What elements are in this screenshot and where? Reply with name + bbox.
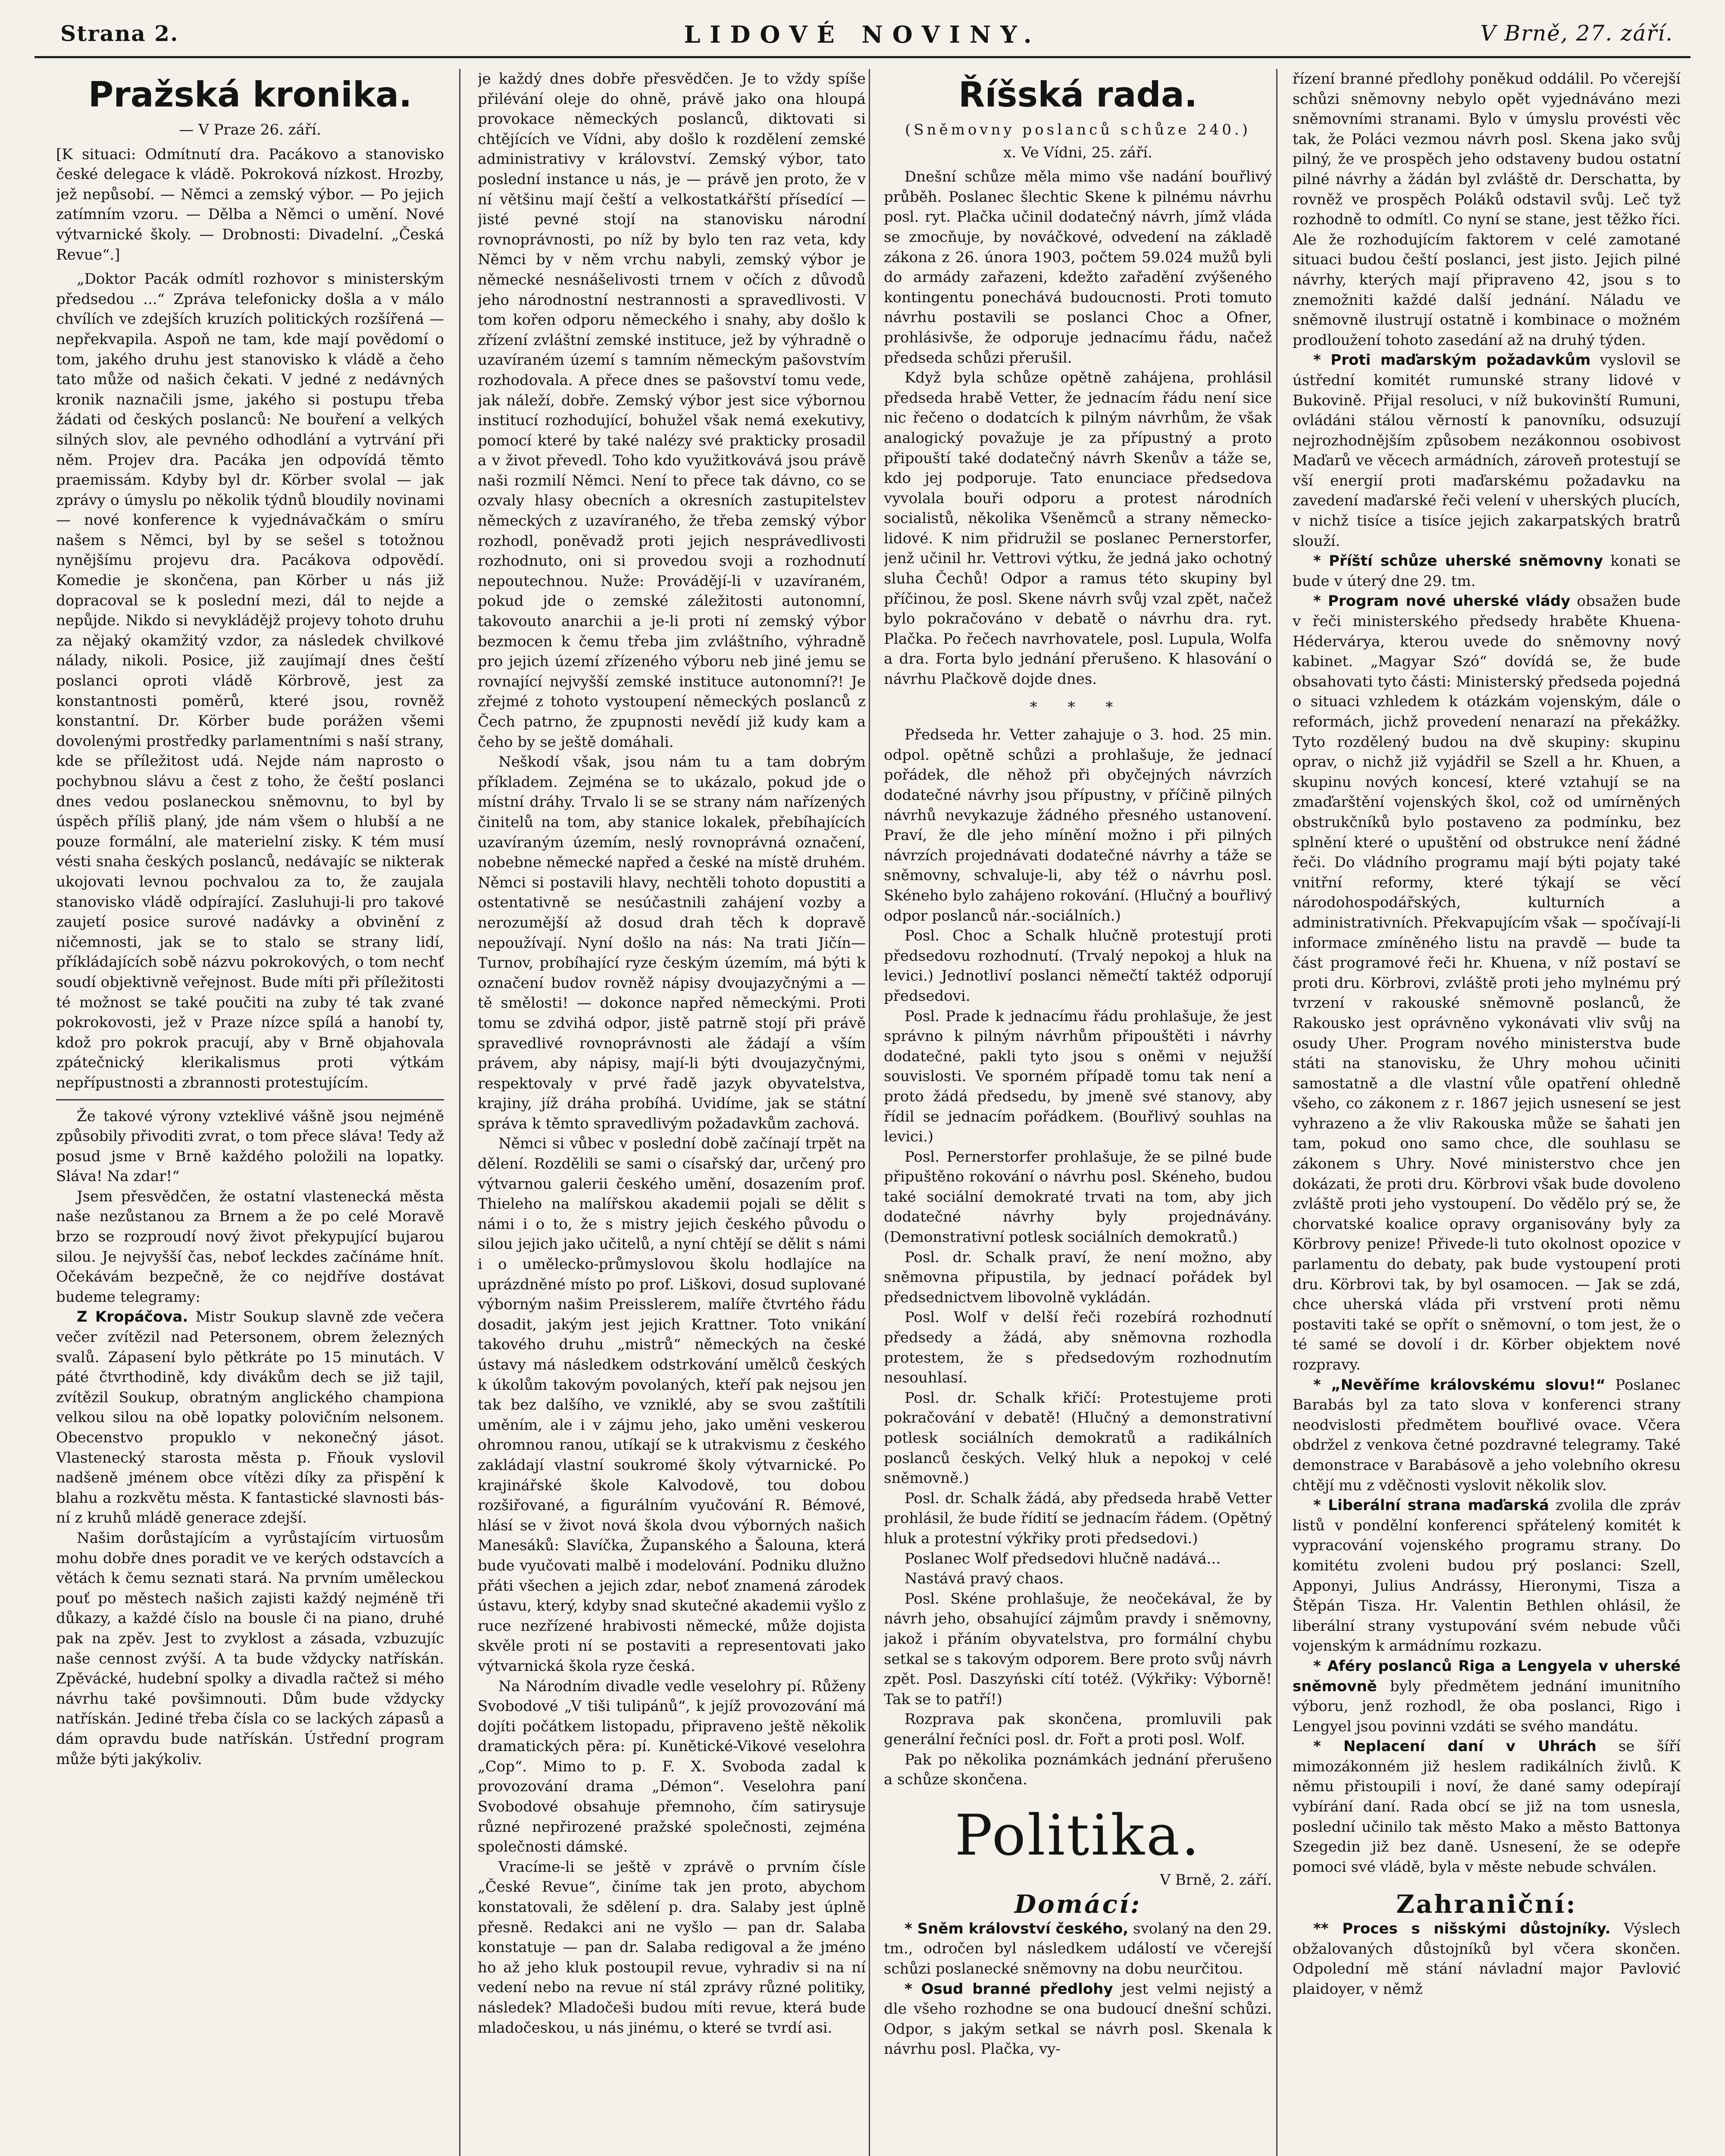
paragraph: Posl. Choc a Schalk hlučně protestují proti předsedovu rozhodnutí. (Trvalý nepokoj a hluk na levici.) Jednotliví poslanci němečtí taktéž odporují předsedovi.	[884, 927, 1272, 1005]
column-2	[478, 69, 866, 2156]
paragraph: Posl. dr. Schalk praví, že není možno, aby sněmovna připustila, by jednací pořádek byl předsednictvem libovolně vykládán.	[884, 1248, 1272, 1306]
section-heading-domaci: Domácí:	[1014, 1890, 1142, 1919]
paragraph: Našim dorůstajícím a vyrůstajícím virtuosům mohu dobře dnes poradit ve ve kerých odstavcích a větách k čemu seznati stará. Na prvním uměleckou pouť po městech našich zajisti každý nejméně tři důkazy, a každé číslo na bousle či na piano, druhé pak na zpěv. Jest to zvyklost a zásada, vzbuzujíc naše cennost zvýší. A ta bude vždycky natřískán. Zpěvácké, hudební spolky a divadla račtež si mého návrhu také povšimnouti. Dům bude vždycky natřískán. Jediné třeba čísla co se lackých zápasů a dám opravdu bude natřískán. Ústřední program může býti jakýkoliv.	[56, 1529, 444, 1768]
news-item-text: Poslanec Barabás byl za tato slova v konferenci strany neodvislosti předmětem bouřlivé ovace. Včera obdržel z venkova četné pozdravné telegramy. Také demonstrace v Barabásově a jeho volebního okresu chtějí mu z vděčnosti vyslovit několik slov.	[1293, 1376, 1681, 1494]
news-item-text: jest velmi nejistý a dle všeho rozhodne se ona budoucí dnešní schůzi. Odpor, s jakým setkal se návrh posl. Skenala k návrhu posl. Plačka, vy-	[884, 1980, 1272, 2058]
news-item-heading: ** Proces s nišskými důstojníky.	[1313, 1920, 1611, 1938]
news-item-heading: * Příští schůze uherské sněmovny	[1313, 552, 1603, 570]
subheading: Z Kropáčova.	[77, 1308, 188, 1326]
news-item-heading: * Aféry poslanců Riga a Lengyela v uherské sněmovně	[1293, 1657, 1681, 1695]
news-item-heading: * „Nevěříme královskému slovu!“	[1313, 1376, 1606, 1394]
header-place-date: V Brně, 27. září.	[1480, 21, 1673, 46]
paragraph: Posl. Prade k jednacímu řádu prohlašuje, že jest správno k pilným návrhům připouštěti i návrhy dodatečné, pakli tyto jsou s oněmi v nejužší souvislosti. Ve sporném případě tomu tak není a proto žádá předsedu, by jmeně své stanovy, aby řídil se jednacím pořádkem. (Bouřlivý souhlas na levici.)	[884, 1007, 1272, 1146]
news-item-heading: * Sněm království českého,	[905, 1920, 1129, 1937]
news-item-text: vyslovil se ústřední komitét rumunské strany lidové v Bukovině. Přijal resoluci, v níž bukovinští Rumuni, ovládáni stálou věrností k panovníku, odsuzují nejrozhodnějším způsobem nezákonnou osobivost Maďarů ve věcech armádních, zároveň protestují se vší energií proti maďarskému požadavku na zavedení maďarské řeči velení v uherských plucích, v nichž tisíce a tisíce jejich zakarpatských bratrů slouží.	[1293, 351, 1681, 550]
paragraph: Poslanec Wolf předsedovi hlučně nadává...	[905, 1550, 1221, 1567]
news-item-text: obsažen bude v řeči ministerského předsedy hraběte Khuena-Hédervárya, kterou uvede do sněmovny nový kabinet. „Magyar Szó“ dovídá se, že bude obsahovati tyto části: Ministerský předseda pojedná o situaci vzhledem k otázkám vojenským, dále o reformách, jichž provedení nenarazí na překážky. Tyto rozdělený budou na dvě skupiny: skupinu oprav, o nichž již vyjádřil se Szell a hr. Khuen, a skupinu nových koncesí, které vztahují se na zmaďarštění vojenských škol, což od umírněných obstrukčníků bylo postaveno za podmínku, bez splnění které o upuštění od obstrukce není žádné řeči. Do vládního programu mají býti pojaty také vnitřní reformy, které týkají se věcí národohospodářských, kulturních a administrativních. Překvapujícím však — spočívají-li informace zmíněného listu na pravdě — bude ta část programové řeči hr. Khuena, v níž postaví se proti dru. Körbrovi, zvláště proti jeho mylnému prý tvrzení v rakouské sněmovně poslanců, že Rakousko jest oprávněno vykonávati vliv svůj na osudy Uher. Program nového ministerstva bude státi na stanovisku, že Uhry mohou učiniti samostatně a dle vlastní vůle opatření ohledně všeho, co zákonem z r. 1867 jejich usnesení se jest vyhrazeno a že vliv Rakouska může se šahati jen tam, pokud ono samo chce, dle souhlasu se zákonem s Uhry. Nové ministerstvo chce jen dokázati, že proti dru. Körbrovi však bude dovoleno zvláště proti jeho vystoupení. Do vědělo prý se, že chorvatské koalice opravy organisovány byly za Körbrovy penize! Přivede-li tuto okolnost opozice v parlamentu do debaty, pak bude vystoupení proti dru. Körbrovi tak, by byl osamocen. — Jak se zdá, chce uherská vláda při vrstvení proti němu postaviti také se opřít o sněmovní, o tom jest, že o té samé se dovolí i dr. Körber objektem nové rozpravy.	[1293, 592, 1681, 1373]
news-item-text: svolaný na den 29. tm., odročen byl následkem událostí ve včerejší schůzi poslanecké sněmovny na dobu neurčitou.	[884, 1920, 1272, 1978]
paragraph: Když byla schůze opětně zahájena, prohlásil předseda hrabě Vetter, že jednacím řádu není sice nic řečeno o dodatcích k pilným návrhům, že však analogický považuje je za přípustný a proto připouští také dodatečný návrh Skenův a táže se, kdo jej podporuje. Tato enunciace předsedova vyvolala bouři odporu a protest národních socialistů, několika Všeněmců a strany německo-lidové. K nim přidružil se poslanec Pernerstorfer, jenž učinil hr. Vettrovi výtku, že jedná jako ochotný sluha Čechů! Odpor a ramus této skupiny byl příčinou, že posl. Skene návrh svůj vzal zpět, načež bylo pokračováno v debatě o návrhu dra. ryt. Plačka. Po řečech navrhovatele, posl. Lupula, Wolfa a dra. Forta bylo jednání přerušeno. K hlasování o návrhu Plačkově dojde dnes.	[884, 369, 1272, 688]
divider	[56, 1099, 444, 1100]
paragraph: Posl. dr. Schalk křičí: Protestujeme proti pokračování v debatě! (Hlučný a demonstrativní potlesk sociálních demokratů a radikálních poslanců českých. Velký hluk a nepokoj v celé sněmovně.)	[884, 1389, 1272, 1487]
paragraph: Posl. Skéne prohlašuje, že neočekával, že by návrh jeho, obsahující zájmům pravdy i sněmovny, jakož i přáním obyvatelstva, pro formální chybu setkal se s takovým odporem. Bere proto svůj návrh zpět. Posl. Daszyński cítí totéž. (Výkřiky: Výborně! Tak se to patří!)	[884, 1590, 1272, 1708]
page-number: Strana 2.	[60, 21, 179, 46]
news-item-heading: * Program nové uherské vlády	[1313, 592, 1571, 610]
paragraph: Jsem přesvědčen, že ostatní vlastenecká města naše nezůstanou za Brnem a že po celé Moravě brzo se rozproudí nový život překypující bujarou silou. Je nejvyšší čas, neboť leckdes začínáme hnít. Očekávám bezpečně, že co nejdříve dostávat budeme telegramy:	[56, 1188, 444, 1306]
paragraph: Posl. Pernerstorfer prohlašuje, že se pilné bude připuštěno rokování o návrhu posl. Skéneho, budou také sociální demokraté trvati na tom, aby jich dodatečné návrhy byly projednávány. (Demonstrativní potlesk sociálních demokratů.)	[884, 1148, 1272, 1246]
paragraph: Neškodí však, jsou nám tu a tam dobrým příkladem. Zejména se to ukázalo, pokud jde o místní dráhy. Trvalo li se se strany nám nařízených činitelů na tom, aby stanice lokalek, přebíhajících uzavíraným územím, neslý rovnoprávná označení, nobebne německé napřed a české na místě druhém. Němci si postavili hlavy, nechtěli tohoto dopustiti a ostentativně se nesúčastnili zahájení vozby a nerozumější až dosud drah těch k dopravě nepoužívají. Nyní došlo na nás: Na trati Jičín—Turnov, probíhající ryze českým územím, má býti k označení budov rovněž nápisy dvoujazyčnými a — tě smělosti! — dokonce napřed německými. Proti tomu se zdvihá odpor, jistě patrně stojí při právě spravedlivé rovnoprávnosti ale žádají a vším právem, aby nápisy, mají-li býti dvoujazyčnými, respektovaly v prvé řadě jazyk obyvatelstva, krajiny, jíž dráha probíhá. Uvidíme, jak se státní správa k těmto spravedlivým požadavkům zachová.	[478, 753, 866, 1132]
column-4	[1293, 69, 1681, 2156]
column-rule	[869, 69, 870, 2156]
news-item-text: zvolila dle zpráv listů v pondělní konferenci spřátelený komitét k vypracování vojenského programu strany. Do komitétu zvoleni budou prý poslanci: Szell, Apponyi, Julius Andrássy, Hieronymi, Tisza a Štěpán Tisza. Hr. Valentin Bethlen ohlásil, že liberální strany vystupování svém nebude vůči vojenským k armádnímu rozkazu.	[1293, 1497, 1681, 1655]
news-item-heading: * Proti maďarským požadavkům	[1313, 351, 1591, 369]
section-title-politika: Politika.	[955, 1802, 1201, 1868]
column-1	[56, 69, 444, 2156]
dateline: — V Praze 26. září.	[179, 121, 321, 138]
dateline: V Brně, 2. září.	[1160, 1871, 1272, 1889]
paragraph: Na Národním divadle vedle veselohry pí. Růženy Svobodové „V tiši tulipánů“, k jejíž provozování má dojíti počátkem listopadu, připraveno ještě několik dramatických pěra: pí. Kunětické-Vikové veselohra „Cop“. Mimo to p. F. X. Svoboda zadal k provozování drama „Démon“. Veselohra paní Svobodové obsahuje přemnoho, čím satirysuje různé nepřirozené pražské společnosti, zejména společnosti dámské.	[478, 1677, 866, 1856]
paragraph: „Doktor Pacák odmítl rozhovor s ministerským předsedou ...“ Zpráva telefonicky došla a v málo chvílích ve zdejších kruzích politických rozšířená — nepřekvapila. Aspoň ne tam, kde mají povědomí o tom, jakého druhu jest stanovisko k vládě a čeho tato může od našich čekati. V jedné z nedávných kronik naznačili jsme, jakého si postupu třeba žádati od českých poslanců: Ne bouření a velkých silných slov, ale pevného odhodlání a vytrvání při něm. Projev dra. Pacáka jen odpovídá těmto praemissám. Kdyby byl dr. Körber svolal — jak zprávy o úmyslu po několik týdnů bloudily novinami — nové konference k vyjednávačkám o smíru našem s Němci, byl by se sešel s totožnou nynějšímu projevu dra. Pacákova odpovědí. Komedie je skončena, pan Körber u nás již dopracoval se k poslední mezi, dál to nejde a nepůjde. Nikdo si nevykládějž projevy tohoto druhu za nějaký okamžitý vzdor, za následek chvilkové nálady, nikoli. Posice, již zaujímají dnes čeští poslanci oproti vládě Körbrově, jest za konstantnosti poměrů, které jsou, rovněž konstantní. Dr. Körber bude porážen všemi dovolenými prostředky parlamentními s naší strany, kde se příležitost udá. Nejde nám naprosto o pochybnou slávu a čest z toho, že čeští poslanci dnes vedou poslaneckou sněmovnu, to byl by úspěch příliš planý, jde nám všem o hlubší a ne pouze formální, ale materielní zisky. K tém musí vésti snaha českých poslanců, nedávajíc se nikterak ukojovati levnou pochvalou za to, že zaujala stanovisko vládě odpírající. Zasluhuji-li pro takové zaujetí posice surové nadávky a obvinění z ničemnosti, jak se to stalo se strany lidí, příkládajících sobě názvu pokrokových, o tom nechť soudí objektivně veřejnost. Bude míti při příležitosti té možnost se také poučiti na zuby té tak zvané pokrokovosti, jež v Praze nízce spílá a hanobí ty, kdož pro pokrok pracují, aby v Brně objahovala zpátečnický klerikalismus proti výtkám nepřípustnosti a zbrannosti protestujícím.	[56, 270, 444, 1091]
paragraph: Posl. Wolf v delší řeči rozebírá rozhodnutí předsedy a žádá, aby sněmovna rozhodla protestem, že s předsedovým rozhodnutím nesouhlasí.	[884, 1309, 1272, 1387]
paragraph: Pak po několika poznámkách jednání přerušeno a schůze skončena.	[884, 1751, 1272, 1789]
column-3	[884, 69, 1272, 2156]
column-rule	[1276, 69, 1277, 2156]
dateline: x. Ve Vídni, 25. září.	[1003, 144, 1152, 161]
news-item-heading: * Neplacení daní v Uhrách	[1313, 1738, 1597, 1755]
paragraph: Vracíme-li se ještě v zprávě o prvním čísle „České Revue“, činíme tak jen proto, abychom konstatovali, že sdělení p. dra. Salaby jest úplně přesně. Redakci ani ne vyšlo — pan dr. Salaba konstatuje — pan dr. Salaba redigoval a že jméno ho až jeho kluk postoupil revue, vyhradiv si na ní vedení nebo na revue ní stál zprávy různé politiky, následek? Mladočeši budou míti revue, která bude mladočeskou, u nás jinému, o které se tvrdí asi.	[478, 1858, 866, 2037]
paragraph: Nastává pravý chaos.	[905, 1570, 1064, 1588]
article-summary: [K situaci: Odmítnutí dra. Pacákovo a stanovisko české delegace k vládě. Pokroková nízkost. Hrozby, jež nepůsobí. — Němci a zemský výbor. — Po jejich zatímním vzoru. — Dělba a Němci o umění. Nové výtvarnické školy. — Drobnosti: Divadelní. „Česká Revue“.]	[56, 145, 444, 263]
article-title-rada: Říšská rada.	[958, 75, 1198, 115]
news-item-heading: * Osud branné předlohy	[905, 1980, 1113, 1998]
paragraph: Němci si vůbec v poslední době začínají trpět na dělení. Rozdělili se sami o císařský dar, určený pro výtvarnou galerii českého umění, dosazením prof. Thieleho na malířskou akademii pojali se dělit s námi i o to, že s mistry jejich českého původu o silou jejich jako učitelů, a nyní chtějí se dělit s námi i o umělecko-průmyslovou školu hodlajíce na uprázdněné místo po prof. Liškovi, dosud suplované výborným našim Preisslerem, malíře čtvrtého řádu dosadit, jakým jest jejich Krattner. Toto vnikání takového druhu „mistrů“ německých na české ústavy má následkem odstrkování umělců českých k úkolům takovým povolaných, kteří pak nejsou jen tak bez dalšího, ve vzniklé, aby se svou zaštítili uměním, ale i v zájmu jeho, jako uměni veskerou ohromnou ranou, utíkají se k utrakvismu z českého zakládají vlastní soukromé školy výtvarnické. Po krajinářské škole Kalvodově, tou dobou rozšiřované, a figurálním vyučování R. Bémové, hlásí se v život nová škola dvou výborných našich Manesáků: Slavíčka, Županského a Šalouna, která bude vyučovati malbě i modelování. Podniku dlužno přáti všechen a jejich zdar, neboť znamená zárodek ústavu, který, kdyby snad skutečné akademii vyšlo z ruce nezřízené hrabivosti německé, může dojista skvěle proti ní se postaviti a representovati jako výtvarnická škola ryze česká.	[478, 1135, 866, 1675]
news-item-text: Výslech obžalovaných důstojníků byl včera skončen. Odpolední mě stání návladní major Pavlović plaidoyer, v němž	[1293, 1920, 1681, 1998]
article-subtitle: (Sněmovny poslanců schůze 240.)	[905, 121, 1251, 138]
news-item-text: se šíří mimozákonném již heslem radikálních živlů. K němu přistoupili i noví, že dané samy odepírají vybírání daní. Rada obcí se již na tom usnesla, poslední učinilo tak město Mako a město Battonya Szegedin již bez daně. Usnesení, že se odepře pomoci své vládě, byla v měste nebude schválen.	[1293, 1738, 1681, 1876]
paragraph: Dnešní schůze měla mimo vše nadání bouřlivý průběh. Poslanec šlechtic Skene k pilnému návrhu posl. ryt. Plačka učinil dodatečný návrh, jímž vláda se zmocňuje, by nováčkové, odvedení na základě zákona z 26. února 1903, počtem 59.024 mužů byli do armády zařazeni, kdežto zařadění zvýšeného kontingentu ponechává budoucnosti. Proti tomuto návrhu postavili se poslanci Choc a Ofner, prohlásivše, že odporuje jednacímu řádu, načež předseda schůzi přerušil.	[884, 168, 1272, 367]
newspaper-masthead: LIDOVÉ NOVINY.	[684, 21, 1041, 48]
paragraph: Že takové výrony vzteklivé vášně jsou nejméně způsobily přivoditi zvrat, o tom přece sláva! Tedy až posud jsme v Brně každého položili na lopatky. Sláva! Na zdar!“	[56, 1107, 444, 1185]
section-stars: * * *	[1030, 698, 1126, 716]
paragraph: Posl. dr. Schalk žádá, aby předseda hrabě Vetter prohlásil, že bude řídití se jednacím řádem. (Opětný hluk a protestní výkřiky proti předsedovi.)	[884, 1489, 1272, 1547]
page-header	[34, 9, 1691, 58]
paragraph: Rozprava pak skončena, promluvili pak generální řečníci posl. dr. Fořt a proti posl. Wolf.	[884, 1711, 1272, 1748]
section-heading-zahranicni: Zahraniční:	[1396, 1890, 1577, 1919]
column-rule	[459, 69, 460, 2156]
paragraph: je každý dnes dobře přesvědčen. Je to vždy spíše přilévání oleje do ohně, právě jako ona hloupá provokace německých poslanců, diktovati si chtějících ve Vídni, aby došlo k rozdělení zemské administrativy v království. Zemský výbor, tato poslední instance u nás, je — právě jen proto, že v ní většinu mají čeští a velkostatkářští přísedící — jisté pevné stojí na stanovisku národní rovnoprávnosti, po níž by bylo ten raz veta, kdy Němci by v něm vrchu nabyli, zemský výbor je německé nesnášelivosti trnem v očích z důvodů jeho národnostní nestrannosti a spravedlivosti. V tom kořen odporu německého i snahy, aby došlo k zřízení zvláštní zemské instituce, jež by výhradně o uzavíraném území s tamním německým pašovstvím rozhodovala. A přece dnes se pašovství tomu vede, jak náleží, dobře. Zemský výbor jest sice výbornou institucí rozhodující, bohužel však nemá exekutivy, pomocí které by také nalézy své prakticky prosadil a v život převedl. Toho kdo využitkovává jsou právě naši rozmilí Němci. Není to přece tak dávno, co se ozvaly hlasy obecních a okresních zastupitelstev německých z uzavíraného, že třeba zemský výbor rozhodl, poněvadž proti jejich nesprávedlivosti rozhodnuto, oni si provedou svoji a rozhodnutí nepoutechnou. Nuže: Provádějí-li v uzavíraném, pokud jde o zemské záležitosti autonomní, takovouto anarchii a je-li proti ní zemský výbor bezmocen k čemu třeba jim zvláštního, výhradně pro jejich území zřízeného výboru neb jiné jemu se rovnající nejvyšší zemské instituce autonomní?! Je zřejmé z tohoto vystoupení německých poslanců z Čech patrno, že zpupnosti nevědí již kudy kam a čeho by se ještě domáhali.	[478, 70, 866, 751]
paragraph: řízení branné předlohy poněkud oddálil. Po včerejší schůzi sněmovny nebylo opět vyjednáváno mezi sněmovními stranami. Bylo v úmyslu provésti věc tak, že Poláci vezmou návrh posl. Skena jako svůj pilný, že ve prospěch jeho odstaveny budou ostatní pilné návrhy a žádán byl zvláště dr. Derschatta, by rovněž ve prospěch Poláků odstavil svůj. Leč tyž rozhodně to odmítl. Co nyní se stane, jest těžko říci. Ale že rozhodujícím faktorem v celé zamotané situaci budou čeští poslanci, jest jisto. Jejich pilné návrhy, kterých mají připraveno 42, jsou s to znemožniti každé další jednání. Náladu ve sněmovně ilustrují ostatně i kombinace o možném prodloužení tohoto zasedání až na druhý týden.	[1293, 70, 1681, 349]
news-item-heading: * Liberální strana maďarská	[1313, 1497, 1549, 1514]
article-title-kronika: Pražská kronika.	[88, 75, 412, 115]
news-item-text: konati se bude v úterý dne 29. tm.	[1293, 552, 1681, 590]
paragraph: Mistr Soukup slavně zde večera večer zvítězil nad Petersonem, obrem železných svalů. Zápasení bylo pětkráte po 15 minutách. V páté čtvrthodině, kdy divákům dech se již tajil, zvítězil Soukup, obratným anglického championa velkou silou na obě lopatky polovičním nelsonem. Obecenstvo propuklo v nekonečný jásot. Vlastenecký starosta města p. Fňouk vyslovil nadšeně jménem obce vítězi díky za přispění k blahu a rozkvětu města. K fantastické slavnosti básní z kruhů mládě generace zdejší.	[56, 1308, 444, 1527]
news-item-text: byly předmětem jednání imunitního výboru, jenž rozhodl, že oba poslanci, Rigo i Lengyel jsou povinni vzdáti se svého mandátu.	[1293, 1677, 1681, 1735]
paragraph: Předseda hr. Vetter zahajuje o 3. hod. 25 min. odpol. opětně schůzi a prohlašuje, že jednací pořádek, dle něhož při obyčejných návrzích dodatečné návrhy jsou přípustny, v příčině pilných návrhů nevykazuje žádného přesného ustanovení. Praví, že dle jeho mínění možno i při pilných návrzích projednávati dodatečné návrhy a táže se sněmovny, schvaluje-li, aby též o návrhu posl. Skéneho bylo zahájeno rokování. (Hlučný a bouřlivý odpor poslanců nár.-sociálních.)	[884, 726, 1272, 924]
